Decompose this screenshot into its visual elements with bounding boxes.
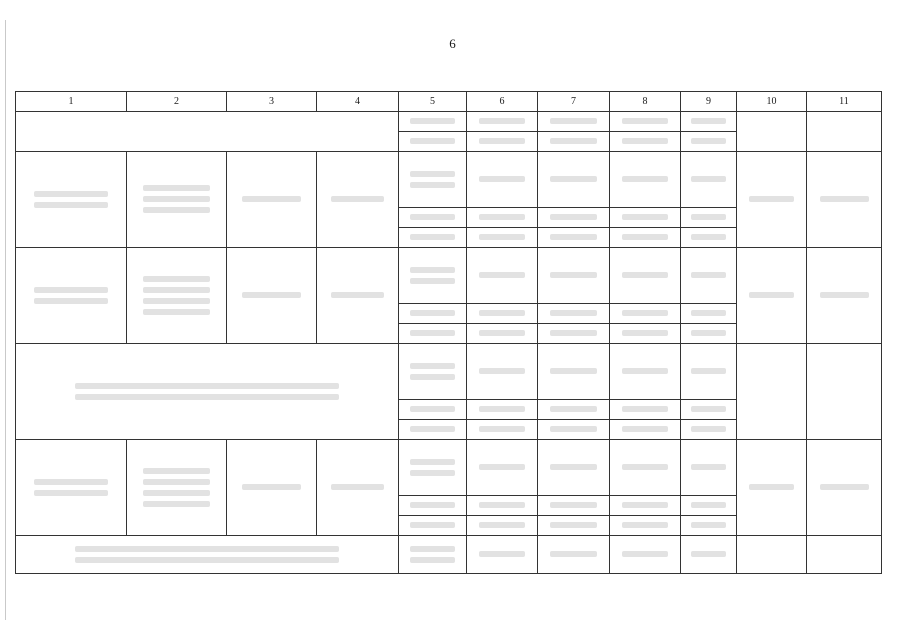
table-cell bbox=[538, 152, 610, 208]
table-cell bbox=[737, 248, 807, 344]
table-cell bbox=[610, 420, 681, 440]
table-cell bbox=[467, 112, 538, 132]
table-cell bbox=[681, 132, 737, 152]
table-cell bbox=[538, 400, 610, 420]
table-cell bbox=[681, 248, 737, 304]
table-cell bbox=[467, 132, 538, 152]
table-cell bbox=[467, 152, 538, 208]
header-cell: 5 bbox=[399, 92, 467, 112]
table-cell bbox=[127, 440, 227, 536]
table-cell bbox=[538, 496, 610, 516]
header-cell: 1 bbox=[16, 92, 127, 112]
table-cell bbox=[610, 440, 681, 496]
table-cell bbox=[127, 152, 227, 248]
table-cell bbox=[807, 248, 882, 344]
table-cell bbox=[399, 248, 467, 304]
table-cell bbox=[681, 440, 737, 496]
table-cell bbox=[610, 132, 681, 152]
table-cell bbox=[610, 516, 681, 536]
header-cell: 3 bbox=[227, 92, 317, 112]
header-cell: 6 bbox=[467, 92, 538, 112]
table-cell bbox=[317, 152, 399, 248]
table-cell bbox=[399, 208, 467, 228]
table-cell bbox=[317, 248, 399, 344]
table-cell bbox=[538, 516, 610, 536]
table-cell bbox=[538, 440, 610, 496]
table-cell bbox=[467, 324, 538, 344]
table-cell bbox=[16, 248, 127, 344]
header-cell: 11 bbox=[807, 92, 882, 112]
table-cell bbox=[610, 248, 681, 304]
table-cell bbox=[399, 440, 467, 496]
table-cell bbox=[399, 228, 467, 248]
page-number: 6 bbox=[449, 36, 456, 51]
table-cell bbox=[538, 304, 610, 324]
table-cell bbox=[399, 400, 467, 420]
table-cell bbox=[681, 208, 737, 228]
header-cell: 7 bbox=[538, 92, 610, 112]
table-cell bbox=[538, 344, 610, 400]
table-cell bbox=[807, 344, 882, 440]
header-cell: 8 bbox=[610, 92, 681, 112]
table-cell bbox=[807, 440, 882, 536]
table-cell bbox=[399, 132, 467, 152]
header-cell: 2 bbox=[127, 92, 227, 112]
table-cell bbox=[467, 400, 538, 420]
table-cell bbox=[467, 304, 538, 324]
table-cell bbox=[610, 304, 681, 324]
table-cell bbox=[610, 324, 681, 344]
table-cell bbox=[610, 344, 681, 400]
table-cell bbox=[399, 516, 467, 536]
table-row bbox=[16, 248, 882, 304]
table-cell bbox=[467, 496, 538, 516]
table-cell bbox=[127, 248, 227, 344]
table-cell bbox=[538, 208, 610, 228]
table-cell bbox=[227, 152, 317, 248]
table-cell bbox=[538, 420, 610, 440]
table-cell bbox=[737, 112, 807, 152]
table-cell bbox=[467, 516, 538, 536]
table-cell bbox=[737, 440, 807, 536]
table-cell bbox=[399, 536, 467, 574]
table-cell bbox=[227, 440, 317, 536]
table-cell bbox=[467, 440, 538, 496]
table-cell bbox=[610, 152, 681, 208]
table-cell bbox=[317, 440, 399, 536]
table-cell bbox=[681, 152, 737, 208]
table-cell bbox=[467, 420, 538, 440]
table-cell bbox=[538, 112, 610, 132]
table-cell bbox=[16, 112, 399, 152]
table-cell bbox=[610, 112, 681, 132]
table-cell bbox=[538, 536, 610, 574]
table-cell bbox=[16, 440, 127, 536]
table-cell bbox=[467, 344, 538, 400]
table-cell bbox=[737, 344, 807, 440]
table-cell bbox=[681, 228, 737, 248]
table-cell bbox=[681, 516, 737, 536]
table-cell bbox=[538, 228, 610, 248]
table-cell bbox=[467, 208, 538, 228]
table-cell bbox=[610, 208, 681, 228]
header-cell: 9 bbox=[681, 92, 737, 112]
table-cell bbox=[737, 152, 807, 248]
table-cell bbox=[16, 344, 399, 440]
table-cell bbox=[16, 536, 399, 574]
table-row bbox=[16, 344, 882, 400]
table-cell bbox=[538, 324, 610, 344]
table-row bbox=[16, 112, 882, 132]
table-header-row bbox=[16, 92, 882, 112]
table-cell bbox=[610, 228, 681, 248]
table-cell bbox=[16, 152, 127, 248]
table-cell bbox=[399, 112, 467, 132]
page-left-edge-line bbox=[5, 20, 6, 620]
table-cell bbox=[399, 304, 467, 324]
table-cell bbox=[681, 344, 737, 400]
table-cell bbox=[538, 132, 610, 152]
table-row bbox=[16, 440, 882, 496]
table-cell bbox=[399, 324, 467, 344]
table-cell bbox=[227, 248, 317, 344]
table-cell bbox=[807, 152, 882, 248]
table-cell bbox=[681, 304, 737, 324]
header-cell: 4 bbox=[317, 92, 399, 112]
table-cell bbox=[681, 112, 737, 132]
table-cell bbox=[399, 496, 467, 516]
table-cell bbox=[399, 152, 467, 208]
table-cell bbox=[681, 324, 737, 344]
table-row bbox=[16, 152, 882, 208]
table-row bbox=[16, 536, 882, 574]
table-cell bbox=[681, 420, 737, 440]
table-cell bbox=[467, 536, 538, 574]
header-cell: 10 bbox=[737, 92, 807, 112]
table-cell bbox=[610, 400, 681, 420]
table-cell bbox=[681, 400, 737, 420]
table-cell bbox=[610, 496, 681, 516]
table-cell bbox=[610, 536, 681, 574]
table-cell bbox=[807, 112, 882, 152]
table-cell bbox=[467, 248, 538, 304]
table-cell bbox=[399, 420, 467, 440]
table-cell bbox=[399, 344, 467, 400]
table-cell bbox=[538, 248, 610, 304]
data-table bbox=[15, 91, 882, 574]
table-cell bbox=[467, 228, 538, 248]
table-cell bbox=[681, 496, 737, 516]
table-cell bbox=[737, 536, 807, 574]
table-cell bbox=[681, 536, 737, 574]
table-cell bbox=[807, 536, 882, 574]
